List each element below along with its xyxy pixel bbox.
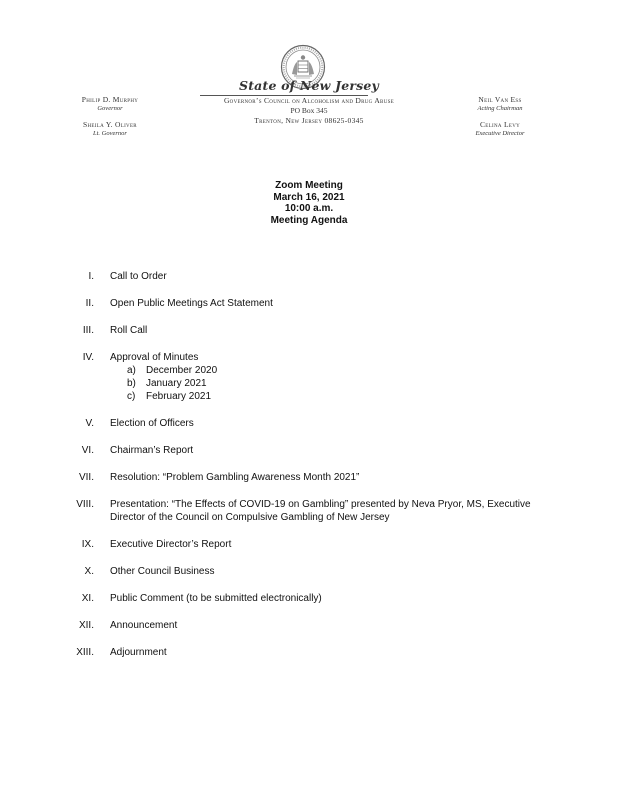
agenda-text: Open Public Meetings Act Statement <box>110 298 273 309</box>
agenda-numeral: VII. <box>78 472 94 483</box>
lt-governor-name: Sheila Y. Oliver <box>83 120 137 129</box>
agenda-text: Approval of Minutes <box>110 352 199 363</box>
governor-title: Governor <box>97 104 123 112</box>
minutes-sublist <box>110 364 550 403</box>
agenda-item <box>0 417 618 430</box>
agenda-item <box>0 498 618 524</box>
agenda-item <box>0 471 618 484</box>
agenda-numeral: II. <box>85 298 94 309</box>
agenda-numeral: III. <box>82 325 94 336</box>
subitem-letter: c) <box>127 391 136 402</box>
subitem-text: January 2021 <box>146 378 207 389</box>
agenda-item <box>0 444 618 457</box>
agenda-numeral: VI. <box>81 445 94 456</box>
meeting-heading <box>0 180 618 226</box>
agenda-text-block <box>110 351 550 403</box>
meeting-type: Zoom Meeting <box>275 180 343 191</box>
agenda-item <box>0 297 618 310</box>
agenda-item <box>0 646 618 659</box>
agenda-numeral: V. <box>85 418 94 429</box>
agenda-subitem <box>110 390 550 403</box>
agenda-item <box>0 538 618 551</box>
agenda-text: Call to Order <box>110 271 167 282</box>
council-name: Governor’s Council on Alcoholism and Drug Abuse <box>223 96 395 105</box>
agenda-list <box>0 270 618 673</box>
chairman-name: Neil Van Ess <box>478 95 522 104</box>
city-zip: Trenton, New Jersey 08625-0345 <box>254 116 364 125</box>
agenda-text: Executive Director’s Report <box>110 539 232 550</box>
officials-right <box>457 96 543 146</box>
agenda-item <box>0 270 618 283</box>
subitem-text: December 2020 <box>146 365 218 376</box>
subitem-letter: b) <box>127 378 136 389</box>
agenda-text: Presentation: “The Effects of COVID-19 on Gambling” presented by Neva Pryor, MS, Executive Director of the Council on Compulsive Gambling of New Jersey <box>110 499 531 523</box>
director-name: Celina Levy <box>479 120 521 129</box>
agenda-subitem <box>110 364 550 377</box>
governor-name: Philip D. Murphy <box>81 95 139 104</box>
agenda-numeral: XII. <box>78 620 94 631</box>
agenda-text: Resolution: “Problem Gambling Awareness Month 2021” <box>110 472 360 483</box>
agenda-numeral: VIII. <box>76 499 94 510</box>
meeting-time: 10:00 a.m. <box>284 203 334 214</box>
po-box: PO Box 345 <box>290 106 328 115</box>
director-block <box>457 121 543 138</box>
meeting-date: March 16, 2021 <box>273 191 345 203</box>
agenda-numeral: IV. <box>82 352 94 363</box>
chairman-block <box>457 96 543 113</box>
chairman-title: Acting Chairman <box>477 104 523 112</box>
agenda-numeral: XI. <box>81 593 94 604</box>
agenda-numeral: I. <box>88 271 94 282</box>
agenda-item <box>0 565 618 578</box>
state-name: State of New Jersey <box>238 78 380 93</box>
agenda-subitem <box>110 377 550 390</box>
agenda-text: Roll Call <box>110 325 148 336</box>
agenda-text: Other Council Business <box>110 566 215 577</box>
agenda-numeral: X. <box>84 566 94 577</box>
agenda-text: Announcement <box>110 620 178 631</box>
agenda-text: Election of Officers <box>110 418 194 429</box>
agenda-numeral: IX. <box>81 539 94 550</box>
agenda-item <box>0 324 618 337</box>
director-title: Executive Director <box>475 129 525 137</box>
governor-block <box>70 96 150 113</box>
agenda-item <box>0 619 618 632</box>
lt-governor-title: Lt. Governor <box>93 129 127 137</box>
subitem-text: February 2021 <box>146 391 212 402</box>
subitem-letter: a) <box>127 365 136 376</box>
agenda-text: Public Comment (to be submitted electronically) <box>110 593 322 604</box>
agenda-item <box>0 592 618 605</box>
agenda-numeral: XIII. <box>76 647 94 658</box>
officials-left <box>70 96 150 146</box>
agenda-text: Chairman’s Report <box>110 445 194 456</box>
agenda-text: Adjournment <box>110 647 167 658</box>
agenda-item <box>0 351 618 403</box>
lt-governor-block <box>70 121 150 138</box>
agenda-title: Meeting Agenda <box>270 214 348 226</box>
